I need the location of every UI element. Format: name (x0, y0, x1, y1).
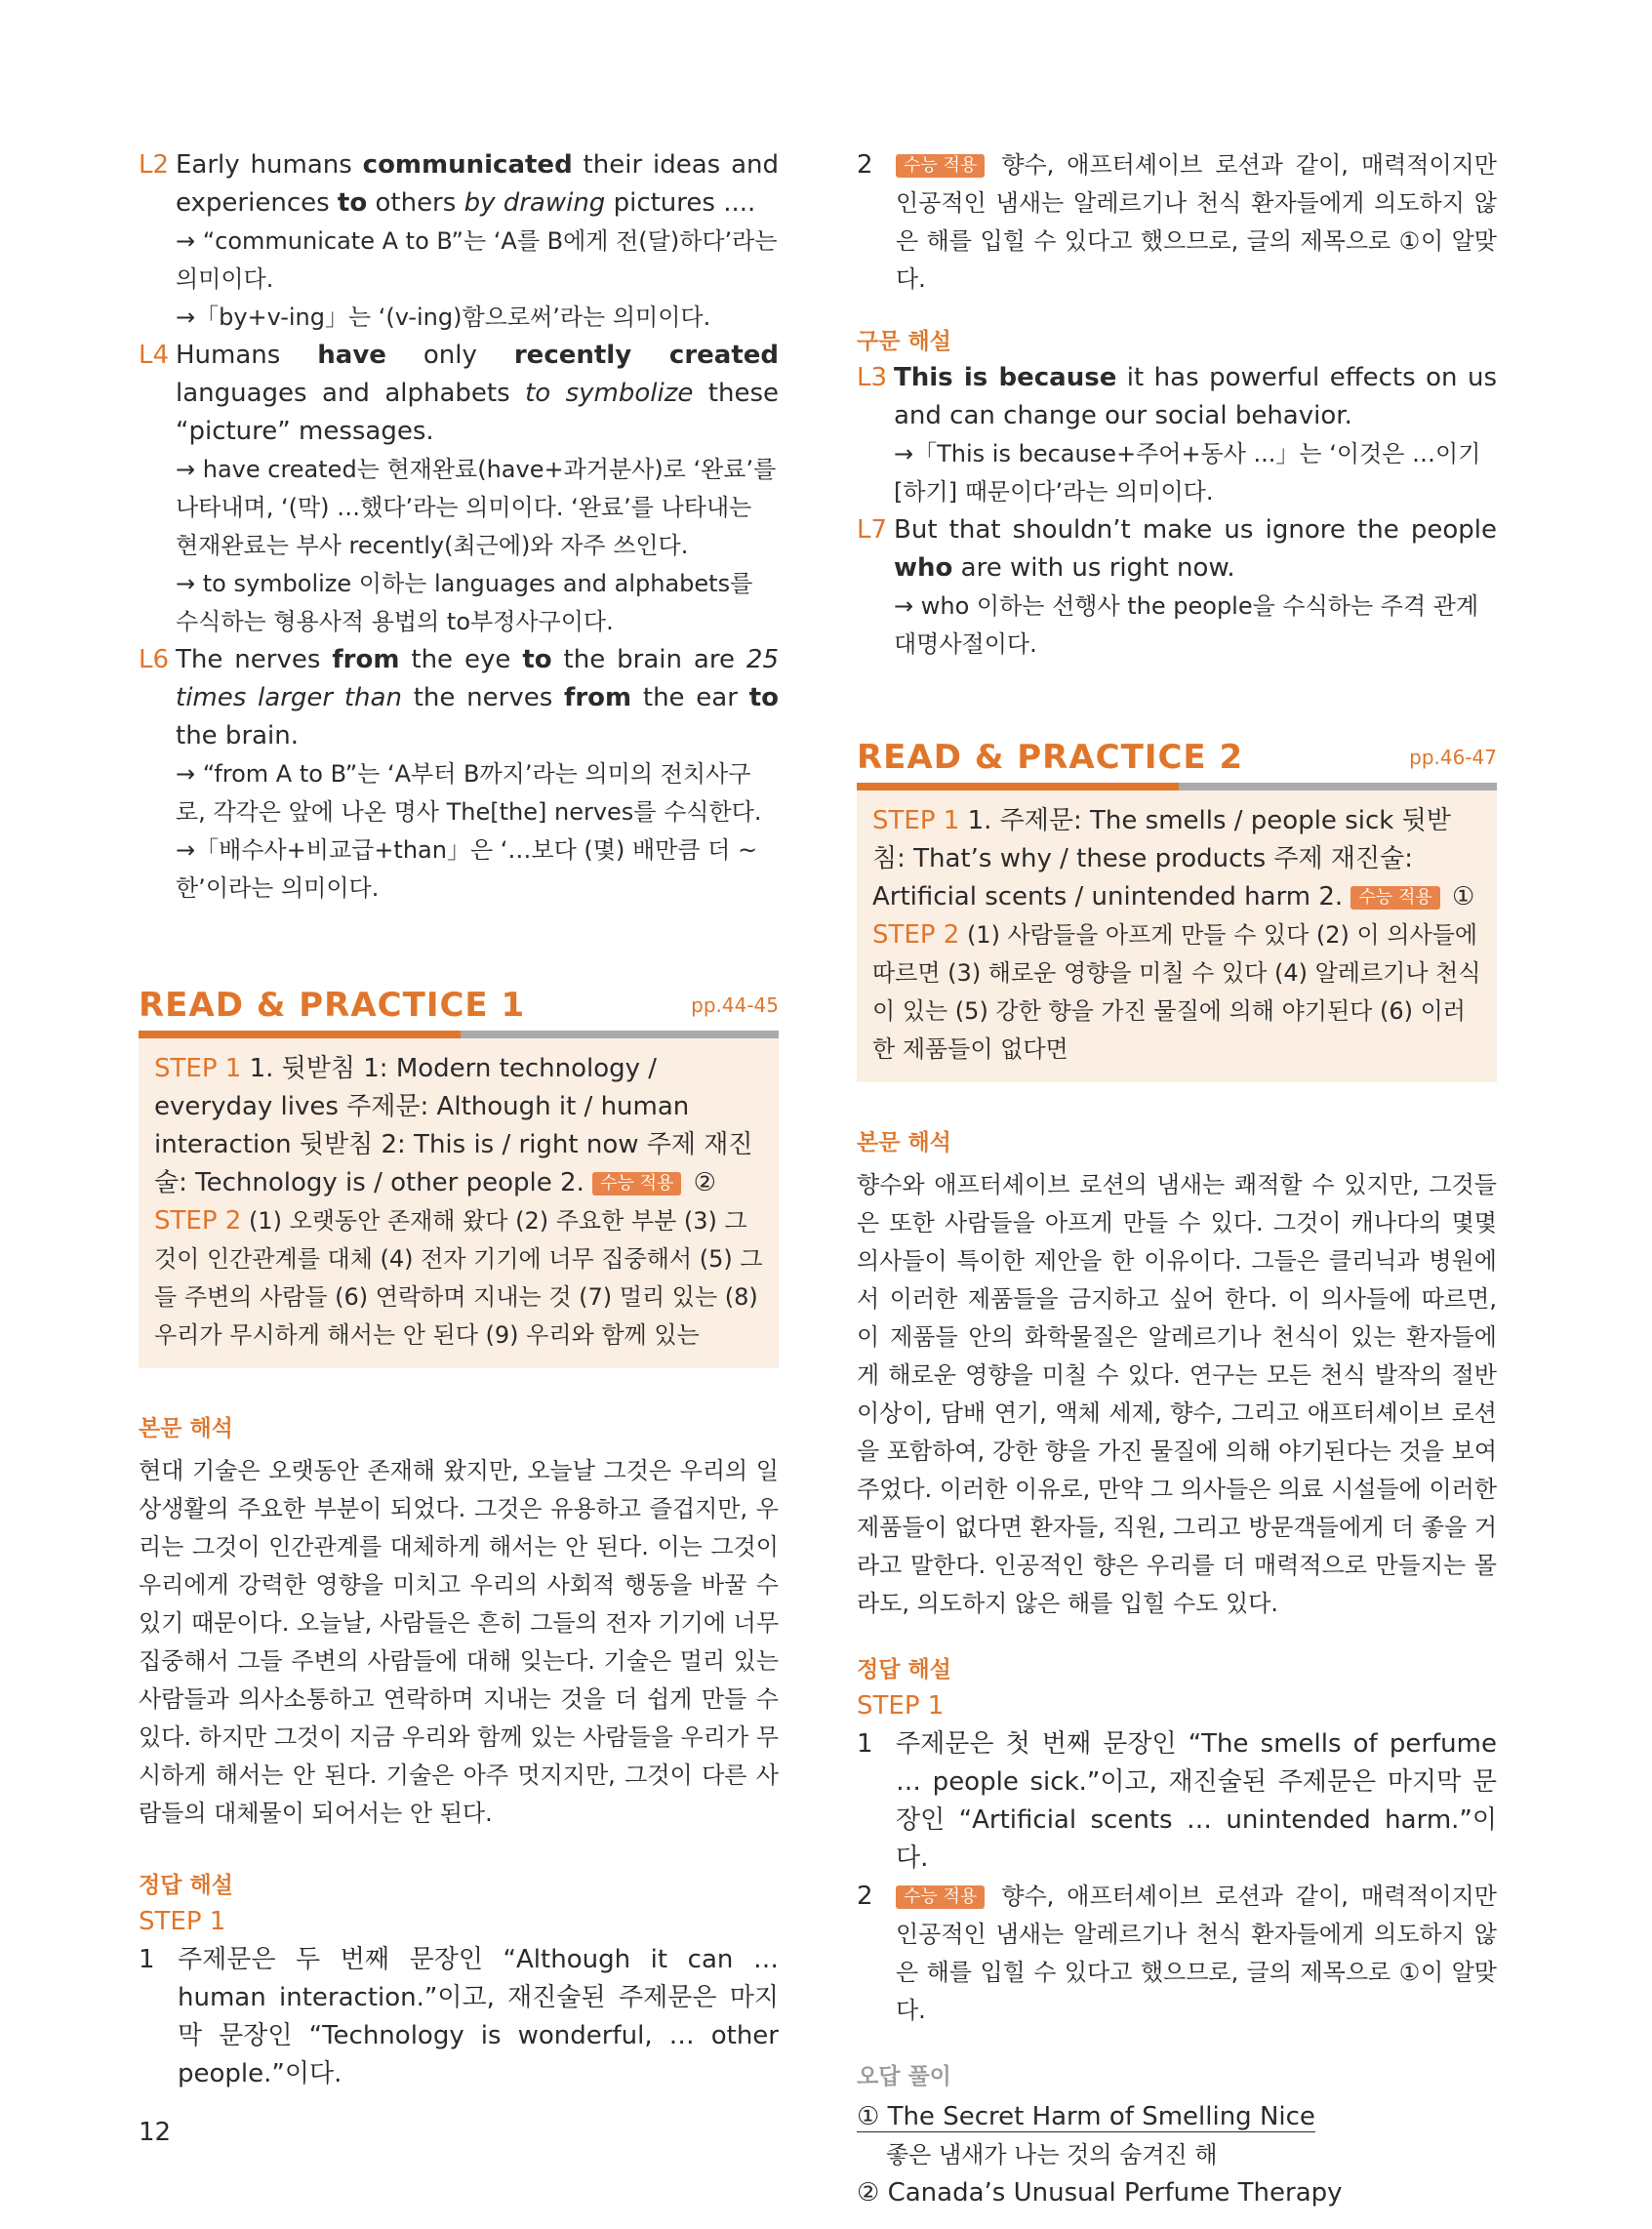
explanation: → “from A to B”는 ‘A부터 B까지’라는 의미의 전치사구로, 각각은 앞에 나온 명사 The[the] nerves를 수식한다. (176, 760, 762, 826)
translation-text: 현대 기술은 오랫동안 존재해 왔지만, 오늘날 그것은 우리의 일상생활의 주요한 부분이 되었다. 그것은 유용하고 즐겁지만, 우리는 그것이 인간관계를 대체하게 해서는 안 된다. 이는 그것이 우리에게 강력한 영향을 미치고 우리의 사회적 행동을 바꿀 수 있기 때문이다. 오늘날, 사람들은 흔히 그들의 전자 기기에 너무 집중해서 그들 주변의 사람들에 대해 잊는다. 기술은 멀리 있는 사람들과 의사소통하고 연락하며 지내는 것을 더 쉽게 만들 수 있다. 하지만 그것이 지금 우리와 함께 있는 사람들을 우리가 무시하게 해서는 안 된다. 기술은 아주 멋지지만, 그것이 다른 사람들의 대체물이 되어서는 안 된다. (139, 1457, 779, 1827)
page-number: 12 (139, 2118, 172, 2147)
answer-box (139, 1038, 779, 1368)
step-label: STEP 1 (857, 1691, 945, 1721)
answer-item: 2 수능 적용 향수, 애프터셰이브 로션과 같이, 매력적이지만 인공적인 냄새는 알레르기나 천식 환자들에게 의도하지 않은 해를 입힐 수 있다고 했으므로, 글의 제목으로 ①이 알맞다. (857, 1882, 1497, 2024)
sentence: Early humans communicated their ideas and experiences to others by drawing pictures .... (176, 150, 779, 218)
answer-section (857, 1652, 1497, 2030)
page-range: pp.46-47 (1409, 746, 1497, 769)
answer-item: 1 주제문은 두 번째 문장인 “Although it can … human interaction.”이고, 재진술된 주제문은 마지막 문장인 “Technology is wonderful, … other people.”이다. (139, 1945, 779, 2088)
answer-item: 1 주제문은 첫 번째 문장인 “The smells of perfume … people sick.”이고, 재진술된 주제문은 마지막 문장인 “Artificial scents … unintended harm.”이다. (857, 1729, 1497, 1873)
wrong-answer-section (857, 2059, 1497, 2212)
grammar-note-l7: L7 But that shouldn’t make us ignore the people who are with us right now. → who 이하는 선행사 the people을 수식하는 주격 관계대명사절이다. (857, 515, 1497, 658)
translation-section (857, 1125, 1497, 1623)
line-tag: L6 (139, 645, 170, 674)
translation-heading: 본문 해석 (857, 1130, 951, 1155)
answer-heading: 정답 해설 (139, 1873, 233, 1898)
csat-badge: 수능 적용 (896, 1885, 985, 1909)
step-label: STEP 1 (139, 1907, 226, 1936)
sentence: The nerves from the eye to the brain are 25 times larger than the nerves from the ear to the brain. (176, 645, 780, 750)
grammar-note-l3: L3 This is because it has powerful effects on us and can change our social behavior. →「This is because+주어+동사 ...」는 ‘이것은 …이기[하기] 때문이다’라는 의미이다. (857, 363, 1497, 506)
grammar-note-l6 (139, 641, 779, 908)
page-range: pp.44-45 (691, 993, 779, 1017)
section-rule (857, 783, 1497, 790)
answer-box (857, 790, 1497, 1082)
section-title: READ & PRACTICE 2 (857, 738, 1244, 777)
syntax-heading: 구문 해설 (857, 329, 951, 354)
translation-text: 향수와 애프터셰이브 로션의 냄새는 쾌적할 수 있지만, 그것들은 또한 사람들을 아프게 만들 수 있다. 그것이 캐나다의 몇몇 의사들이 특이한 제안을 한 이유이다. 그들은 클리닉과 병원에서 이러한 제품들을 금지하고 싶어 한다. 이 의사들에 따르면, 이 제품들 안의 화학물질은 알레르기나 천식이 있는 환자들에게 해로운 영향을 미칠 수 있다. 연구는 모든 천식 발작의 절반 이상이, 담배 연기, 액체 세제, 향수, 그리고 애프터셰이브 로션을 포함하여, 강한 향을 가진 물질에 의해 야기된다는 것을 보여주었다. 이러한 이유로, 만약 그 의사들은 의료 시설들에 이러한 제품들이 없다면 환자들, 직원, 그리고 방문객들에게 더 좋을 거라고 말한다. 인공적인 향은 우리를 더 매력적으로 만들지는 몰라도, 의도하지 않은 해를 입힐 수도 있다. (857, 1171, 1497, 1617)
step1-answers: STEP 1 1. 뒷받침 1: Modern technology / everyday lives 주제문: Although it / human interaction 뒷받침 2: This is / right now 주제 재진술: Technology is / other people 2. 수능 적용 ② (154, 1054, 753, 1197)
right-column (857, 146, 1497, 2212)
grammar-note-l4 (139, 337, 779, 641)
step2-answers: STEP 2 (1) 오랫동안 존재해 왔다 (2) 주요한 부분 (3) 그것이 인간관계를 대체 (4) 전자 기기에 너무 집중해서 (5) 그들 주변의 사람들 (6) 연락하며 지내는 것 (7) 멀리 있는 (8) 우리가 무시하게 해서는 안 된다 (9) 우리와 함께 있는 (154, 1206, 763, 1349)
option-2: ② Canada’s Unusual Perfume Therapy (857, 2178, 1343, 2208)
line-tag: L2 (139, 150, 170, 180)
wrong-answer-heading: 오답 풀이 (857, 2064, 951, 2089)
read-practice-2 (857, 738, 1497, 1082)
section-title: READ & PRACTICE 1 (139, 986, 526, 1025)
translation-heading: 본문 해석 (139, 1416, 233, 1441)
step1-answers: STEP 1 1. 주제문: The smells / people sick 뒷받침: That’s why / these products 주제 재진술: Artificial scents / unintended harm 2. 수능 적용 ① (872, 806, 1475, 912)
syntax-section (857, 324, 1497, 664)
option-1-translation: 좋은 냄새가 나는 것의 숨겨진 해 (886, 2141, 1218, 2168)
sentence: Humans have only recently created languages and alphabets to symbolize these “picture” messages. (176, 341, 779, 446)
read-practice-1 (139, 986, 779, 1368)
translation-section (139, 1411, 779, 1833)
line-tag: L4 (139, 341, 170, 370)
left-column (139, 146, 779, 2093)
answer-item: 2 수능 적용 향수, 애프터셰이브 로션과 같이, 매력적이지만 인공적인 냄새는 알레르기나 천식 환자들에게 의도하지 않은 해를 입힐 수 있다고 했으므로, 글의 제목으로 ①이 알맞다. (857, 150, 1497, 293)
explanation: → “communicate A to B”는 ‘A를 B에게 전(달)하다’라는 의미이다. (176, 227, 778, 293)
csat-badge: 수능 적용 (592, 1172, 681, 1196)
explanation: → to symbolize 이하는 languages and alphabets를 수식하는 형용사적 용법의 to부정사구이다. (176, 570, 753, 635)
explanation: →「배수사+비교급+than」은 ‘…보다 (몇) 배만큼 더 ~한’이라는 의미이다. (176, 836, 758, 902)
explanation: → have created는 현재완료(have+과거분사)로 ‘완료’를 나타내며, ‘(막) …했다’라는 의미이다. ‘완료’를 나타내는 현재완료는 부사 recently(최근에)와 자주 쓰인다. (176, 456, 777, 559)
step2-answers: STEP 2 (1) 사람들을 아프게 만들 수 있다 (2) 이 의사들에 따르면 (3) 해로운 영향을 미칠 수 있다 (4) 알레르기나 천식이 있는 (5) 강한 향을 가진 물질에 의해 야기된다 (6) 이러한 제품들이 없다면 (872, 920, 1481, 1063)
option-1: ① The Secret Harm of Smelling Nice (857, 2102, 1315, 2131)
csat-badge: 수능 적용 (1350, 886, 1439, 910)
answer-heading: 정답 해설 (857, 1657, 951, 1682)
grammar-note-l2 (139, 146, 779, 337)
section-rule (139, 1031, 779, 1038)
csat-badge: 수능 적용 (896, 154, 985, 178)
answer-section (139, 1868, 779, 2093)
explanation: →「by+v-ing」는 ‘(v-ing)함으로써’라는 의미이다. (176, 304, 711, 331)
